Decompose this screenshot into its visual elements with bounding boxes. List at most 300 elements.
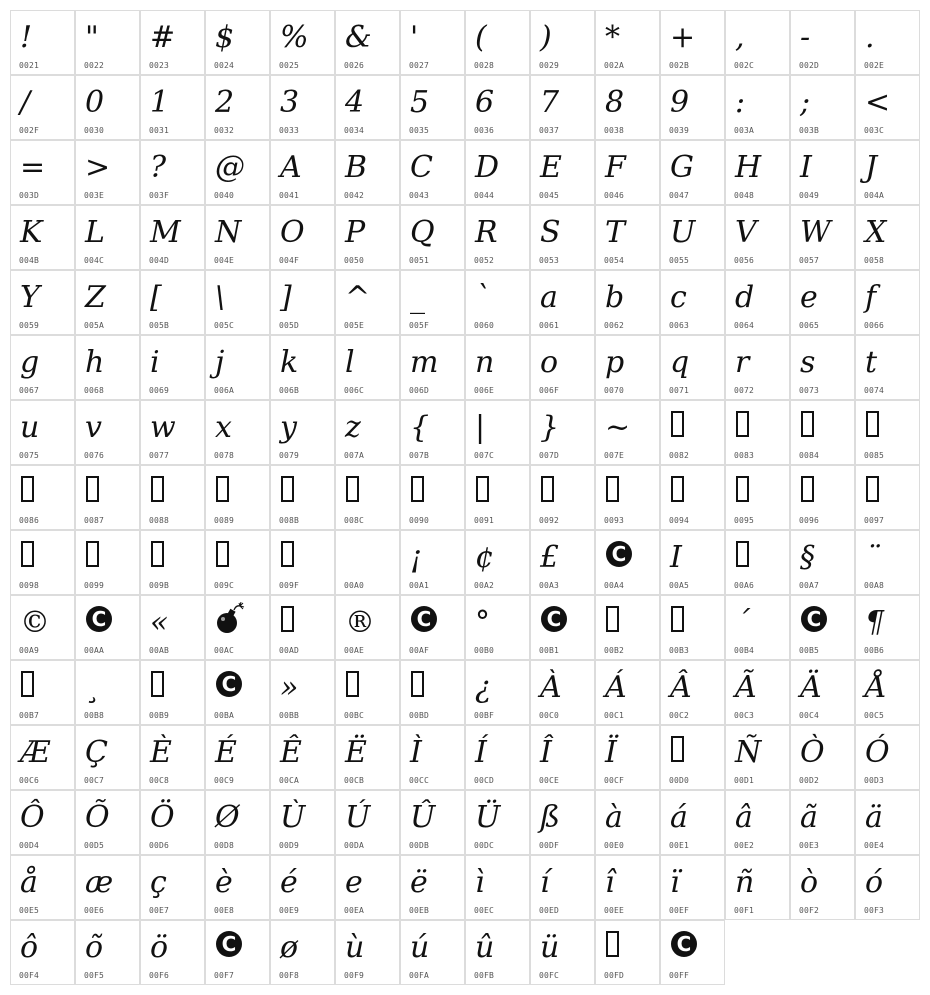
glyph-codepoint-label: 006B (279, 386, 300, 395)
glyph-character: _ (410, 280, 425, 315)
glyph-cell (855, 530, 920, 595)
glyph-character: Ã (735, 670, 757, 705)
glyph-codepoint-label: 00AD (279, 646, 300, 655)
glyph-codepoint-label: 00AB (149, 646, 170, 655)
glyph-codepoint-label: 0047 (669, 191, 690, 200)
glyph-cell (465, 855, 530, 920)
glyph-character: 3 (280, 85, 300, 120)
glyph-codepoint-label: 0042 (344, 191, 365, 200)
glyph-cell (75, 920, 140, 985)
glyph-codepoint-label: 00BC (344, 711, 365, 720)
glyph-cell (10, 790, 75, 855)
glyph-codepoint-label: 00BD (409, 711, 430, 720)
glyph-character: û (475, 930, 495, 965)
glyph-codepoint-label: 00B7 (19, 711, 40, 720)
glyph-codepoint-label: 00DC (474, 841, 495, 850)
glyph-codepoint-label: 0077 (149, 451, 170, 460)
glyph-cell (400, 400, 465, 465)
glyph-cell (75, 400, 140, 465)
glyph-character: m (410, 345, 439, 380)
glyph-codepoint-label: 007A (344, 451, 365, 460)
glyph-character: g (20, 345, 40, 380)
glyph-codepoint-label: 00D0 (669, 776, 690, 785)
glyph-codepoint-label: 00FC (539, 971, 560, 980)
glyph-character: Q (410, 215, 435, 250)
glyph-codepoint-label: 0067 (19, 386, 40, 395)
glyph-codepoint-label: 00E7 (149, 906, 170, 915)
glyph-codepoint-label: 0091 (474, 516, 495, 525)
glyph-character: % (280, 20, 309, 55)
glyph-codepoint-label: 0046 (604, 191, 625, 200)
glyph-cell (660, 790, 725, 855)
glyph-cell (855, 595, 920, 660)
glyph-cell (75, 595, 140, 660)
glyph-character: a (540, 280, 558, 315)
glyph-character: 1 (150, 85, 170, 120)
glyph-codepoint-label: 00C1 (604, 711, 625, 720)
glyph-cell (465, 10, 530, 75)
glyph-codepoint-label: 004D (149, 256, 170, 265)
glyph-codepoint-label: 0024 (214, 61, 235, 70)
missing-glyph-box (281, 541, 294, 567)
glyph-codepoint-label: 009C (214, 581, 235, 590)
glyph-cell (660, 465, 725, 530)
glyph-character: Ï (605, 735, 617, 770)
glyph-cell (855, 660, 920, 725)
glyph-cell (140, 725, 205, 790)
glyph-codepoint-label: 0079 (279, 451, 300, 460)
glyph-cell (270, 790, 335, 855)
glyph-cell (595, 660, 660, 725)
glyph-cell (855, 75, 920, 140)
glyph-codepoint-label: 00D3 (864, 776, 885, 785)
copyright-badge-icon: C (216, 671, 242, 697)
glyph-character: h (85, 345, 105, 380)
glyph-cell (530, 855, 595, 920)
glyph-cell (790, 530, 855, 595)
glyph-cell (660, 205, 725, 270)
glyph-codepoint-label: 00B1 (539, 646, 560, 655)
glyph-cell (725, 335, 790, 400)
glyph-cell (140, 140, 205, 205)
glyph-codepoint-label: 005F (409, 321, 430, 330)
glyph-codepoint-label: 00E5 (19, 906, 40, 915)
glyph-character: 7 (540, 85, 560, 120)
glyph-character: 0 (85, 85, 105, 120)
glyph-cell (725, 205, 790, 270)
glyph-cell (75, 75, 140, 140)
glyph-cell (335, 855, 400, 920)
glyph-cell (75, 790, 140, 855)
glyph-character: e (800, 280, 818, 315)
glyph-codepoint-label: 007B (409, 451, 430, 460)
glyph-codepoint-label: 00AF (409, 646, 430, 655)
glyph-cell (855, 140, 920, 205)
glyph-character: ¸ (85, 670, 100, 705)
glyph-cell (270, 400, 335, 465)
glyph-cell (75, 335, 140, 400)
glyph-character: ü (540, 930, 560, 965)
glyph-codepoint-label: 0044 (474, 191, 495, 200)
glyph-codepoint-label: 0086 (19, 516, 40, 525)
glyph-cell (335, 205, 400, 270)
glyph-cell (530, 530, 595, 595)
glyph-cell (75, 205, 140, 270)
glyph-character: Û (410, 800, 436, 835)
glyph-cell (790, 270, 855, 335)
glyph-codepoint-label: 00B4 (734, 646, 755, 655)
glyph-codepoint-label: 0021 (19, 61, 40, 70)
glyph-codepoint-label: 00BF (474, 711, 495, 720)
glyph-character: i (150, 345, 160, 380)
glyph-codepoint-label: 00E9 (279, 906, 300, 915)
glyph-character: å (20, 865, 38, 900)
copyright-badge-icon: C (86, 606, 112, 632)
glyph-character: D (475, 150, 500, 185)
glyph-cell (855, 270, 920, 335)
glyph-codepoint-label: 00C9 (214, 776, 235, 785)
glyph-character: M (150, 215, 181, 250)
glyph-character: z (345, 410, 361, 445)
glyph-cell (725, 75, 790, 140)
glyph-character: * (605, 20, 620, 55)
glyph-codepoint-label: 00E6 (84, 906, 105, 915)
missing-glyph-box (86, 541, 99, 567)
glyph-codepoint-label: 0054 (604, 256, 625, 265)
glyph-cell (335, 660, 400, 725)
glyph-codepoint-label: 0082 (669, 451, 690, 460)
copyright-badge-icon: C (216, 931, 242, 957)
glyph-cell (10, 465, 75, 530)
glyph-character: # (150, 20, 176, 55)
glyph-cell (595, 530, 660, 595)
glyph-character: 6 (475, 85, 495, 120)
glyph-character: Î (540, 735, 552, 770)
glyph-codepoint-label: 0065 (799, 321, 820, 330)
glyph-codepoint-label: 004E (214, 256, 235, 265)
glyph-codepoint-label: 00A2 (474, 581, 495, 590)
glyph-cell (400, 140, 465, 205)
missing-glyph-box (671, 736, 684, 762)
glyph-cell (855, 855, 920, 920)
glyph-codepoint-label: 00F5 (84, 971, 105, 980)
glyph-cell (75, 530, 140, 595)
glyph-character: ñ (735, 865, 755, 900)
glyph-character: ì (475, 865, 485, 900)
glyph-cell (790, 400, 855, 465)
glyph-cell (465, 465, 530, 530)
glyph-cell (75, 140, 140, 205)
glyph-cell (725, 595, 790, 660)
glyph-character: Í (475, 735, 487, 770)
glyph-codepoint-label: 002E (864, 61, 885, 70)
glyph-cell (335, 920, 400, 985)
glyph-cell (465, 400, 530, 465)
glyph-character: è (215, 865, 233, 900)
glyph-cell (790, 790, 855, 855)
glyph-character: I (800, 150, 812, 185)
glyph-character: Ò (800, 735, 825, 770)
missing-glyph-box (866, 411, 879, 437)
glyph-character: u (20, 410, 40, 445)
glyph-cell (140, 400, 205, 465)
glyph-cell (465, 75, 530, 140)
glyph-cell (465, 920, 530, 985)
glyph-cell (660, 855, 725, 920)
glyph-codepoint-label: 00D4 (19, 841, 40, 850)
glyph-cell (10, 10, 75, 75)
glyph-character: ^ (345, 280, 371, 315)
glyph-cell (205, 10, 270, 75)
glyph-cell (400, 595, 465, 660)
glyph-cell (335, 335, 400, 400)
glyph-codepoint-label: 005C (214, 321, 235, 330)
glyph-character: Æ (20, 735, 51, 770)
glyph-cell (140, 205, 205, 270)
glyph-character: ; (800, 85, 811, 120)
glyph-codepoint-label: 0069 (149, 386, 170, 395)
glyph-cell (270, 855, 335, 920)
glyph-cell (205, 140, 270, 205)
glyph-codepoint-label: 0041 (279, 191, 300, 200)
glyph-cell (790, 10, 855, 75)
glyph-codepoint-label: 0027 (409, 61, 430, 70)
glyph-character: B (345, 150, 368, 185)
glyph-codepoint-label: 00C2 (669, 711, 690, 720)
glyph-codepoint-label: 0058 (864, 256, 885, 265)
glyph-cell (790, 855, 855, 920)
glyph-cell (465, 660, 530, 725)
glyph-character: ß (540, 800, 561, 835)
glyph-cell (10, 335, 75, 400)
glyph-cell (270, 140, 335, 205)
glyph-codepoint-label: 005E (344, 321, 365, 330)
glyph-character: Ö (150, 800, 175, 835)
glyph-codepoint-label: 0093 (604, 516, 625, 525)
glyph-cell (400, 660, 465, 725)
glyph-cell (855, 205, 920, 270)
glyph-cell (595, 790, 660, 855)
glyph-character: b (605, 280, 625, 315)
glyph-cell (530, 790, 595, 855)
glyph-character: ® (345, 605, 375, 640)
glyph-codepoint-label: 0050 (344, 256, 365, 265)
glyph-codepoint-label: 00C4 (799, 711, 820, 720)
glyph-codepoint-label: 003C (864, 126, 885, 135)
glyph-cell (790, 140, 855, 205)
glyph-cell (465, 270, 530, 335)
glyph-codepoint-label: 00A9 (19, 646, 40, 655)
glyph-character: > (85, 150, 111, 185)
glyph-character: p (605, 345, 625, 380)
glyph-codepoint-label: 00EE (604, 906, 625, 915)
glyph-cell (75, 10, 140, 75)
glyph-cell (10, 595, 75, 660)
glyph-codepoint-label: 0094 (669, 516, 690, 525)
glyph-cell (10, 205, 75, 270)
glyph-cell (400, 725, 465, 790)
glyph-cell (855, 790, 920, 855)
glyph-cell (205, 270, 270, 335)
glyph-cell (75, 855, 140, 920)
copyright-badge-icon: C (541, 606, 567, 632)
glyph-character: æ (85, 865, 114, 900)
glyph-cell (400, 465, 465, 530)
glyph-character: ó (865, 865, 884, 900)
glyph-character: " (85, 20, 99, 55)
glyph-character: V (735, 215, 757, 250)
missing-glyph-box (216, 476, 229, 502)
glyph-cell (270, 75, 335, 140)
glyph-codepoint-label: 00AC (214, 646, 235, 655)
glyph-codepoint-label: 002D (799, 61, 820, 70)
glyph-cell (335, 465, 400, 530)
glyph-cell (530, 335, 595, 400)
glyph-character: 5 (410, 85, 430, 120)
glyph-cell (205, 660, 270, 725)
glyph-character: W (800, 215, 831, 250)
glyph-codepoint-label: 00CA (279, 776, 300, 785)
glyph-codepoint-label: 002B (669, 61, 690, 70)
glyph-character: G (670, 150, 694, 185)
glyph-character: È (150, 735, 172, 770)
glyph-character: r (735, 345, 750, 380)
glyph-codepoint-label: 0088 (149, 516, 170, 525)
glyph-character: ´ (735, 605, 750, 640)
glyph-codepoint-label: 00CB (344, 776, 365, 785)
glyph-cell (465, 725, 530, 790)
missing-glyph-box (606, 476, 619, 502)
glyph-codepoint-label: 0084 (799, 451, 820, 460)
glyph-cell (530, 10, 595, 75)
glyph-character: õ (85, 930, 104, 965)
glyph-character: 4 (345, 85, 365, 120)
glyph-character: » (280, 670, 299, 705)
glyph-codepoint-label: 0075 (19, 451, 40, 460)
glyph-cell (10, 75, 75, 140)
glyph-codepoint-label: 00AA (84, 646, 105, 655)
glyph-character: Y (20, 280, 40, 315)
missing-glyph-box (151, 476, 164, 502)
glyph-codepoint-label: 0098 (19, 581, 40, 590)
glyph-codepoint-label: 0040 (214, 191, 235, 200)
glyph-character: A (280, 150, 302, 185)
glyph-codepoint-label: 00C3 (734, 711, 755, 720)
missing-glyph-box (606, 606, 619, 632)
missing-glyph-box (411, 671, 424, 697)
glyph-codepoint-label: 006C (344, 386, 365, 395)
glyph-codepoint-label: 00A6 (734, 581, 755, 590)
glyph-cell (855, 465, 920, 530)
glyph-codepoint-label: 0060 (474, 321, 495, 330)
glyph-cell (790, 205, 855, 270)
glyph-character: @ (215, 150, 245, 185)
glyph-cell (595, 400, 660, 465)
glyph-codepoint-label: 00FB (474, 971, 495, 980)
glyph-character: J (865, 150, 878, 185)
glyph-codepoint-label: 00B6 (864, 646, 885, 655)
glyph-character: < (865, 85, 891, 120)
glyph-cell (270, 465, 335, 530)
glyph-codepoint-label: 00B2 (604, 646, 625, 655)
glyph-codepoint-label: 0033 (279, 126, 300, 135)
glyph-codepoint-label: 00BB (279, 711, 300, 720)
glyph-character: ' (410, 20, 419, 55)
glyph-character: , (735, 20, 745, 55)
glyph-codepoint-label: 0045 (539, 191, 560, 200)
glyph-character: U (670, 215, 696, 250)
glyph-codepoint-label: 00C7 (84, 776, 105, 785)
glyph-codepoint-label: 00EF (669, 906, 690, 915)
glyph-codepoint-label: 004A (864, 191, 885, 200)
glyph-character: Ü (475, 800, 501, 835)
glyph-cell (10, 140, 75, 205)
glyph-cell (205, 400, 270, 465)
glyph-codepoint-label: 0023 (149, 61, 170, 70)
glyph-cell (400, 530, 465, 595)
glyph-codepoint-label: 00EC (474, 906, 495, 915)
glyph-codepoint-label: 003D (19, 191, 40, 200)
glyph-codepoint-label: 0099 (84, 581, 105, 590)
glyph-character: © (20, 605, 50, 640)
glyph-codepoint-label: 00E1 (669, 841, 690, 850)
glyph-codepoint-label: 00B0 (474, 646, 495, 655)
glyph-character: s (800, 345, 816, 380)
glyph-cell (140, 790, 205, 855)
glyph-character: l (345, 345, 355, 380)
glyph-character: } (540, 410, 560, 445)
glyph-cell (335, 400, 400, 465)
glyph-codepoint-label: 009F (279, 581, 300, 590)
glyph-cell (660, 75, 725, 140)
glyph-codepoint-label: 0078 (214, 451, 235, 460)
glyph-cell (205, 920, 270, 985)
bomb-icon (214, 602, 246, 636)
glyph-character: Ê (280, 735, 302, 770)
glyph-cell (400, 335, 465, 400)
glyph-codepoint-label: 002F (19, 126, 40, 135)
glyph-character: Ú (345, 800, 371, 835)
glyph-character: X (865, 215, 887, 250)
missing-glyph-box (281, 476, 294, 502)
glyph-codepoint-label: 009B (149, 581, 170, 590)
glyph-codepoint-label: 00B3 (669, 646, 690, 655)
glyph-cell (140, 855, 205, 920)
glyph-character: § (800, 540, 815, 575)
glyph-codepoint-label: 00D9 (279, 841, 300, 850)
glyph-cell (335, 725, 400, 790)
glyph-codepoint-label: 00ED (539, 906, 560, 915)
glyph-character: ` (475, 280, 490, 315)
glyph-character: | (475, 410, 486, 445)
glyph-cell (205, 205, 270, 270)
glyph-codepoint-label: 0022 (84, 61, 105, 70)
glyph-cell (270, 335, 335, 400)
glyph-codepoint-label: 00BA (214, 711, 235, 720)
glyph-character: â (735, 800, 753, 835)
glyph-cell (205, 530, 270, 595)
glyph-codepoint-label: 00E0 (604, 841, 625, 850)
glyph-character: O (280, 215, 305, 250)
glyph-cell (725, 140, 790, 205)
glyph-character: & (345, 20, 372, 55)
glyph-character: y (280, 410, 297, 445)
missing-glyph-box (21, 671, 34, 697)
glyph-cell (10, 920, 75, 985)
missing-glyph-box (671, 411, 684, 437)
glyph-codepoint-label: 00DB (409, 841, 430, 850)
glyph-cell (270, 10, 335, 75)
